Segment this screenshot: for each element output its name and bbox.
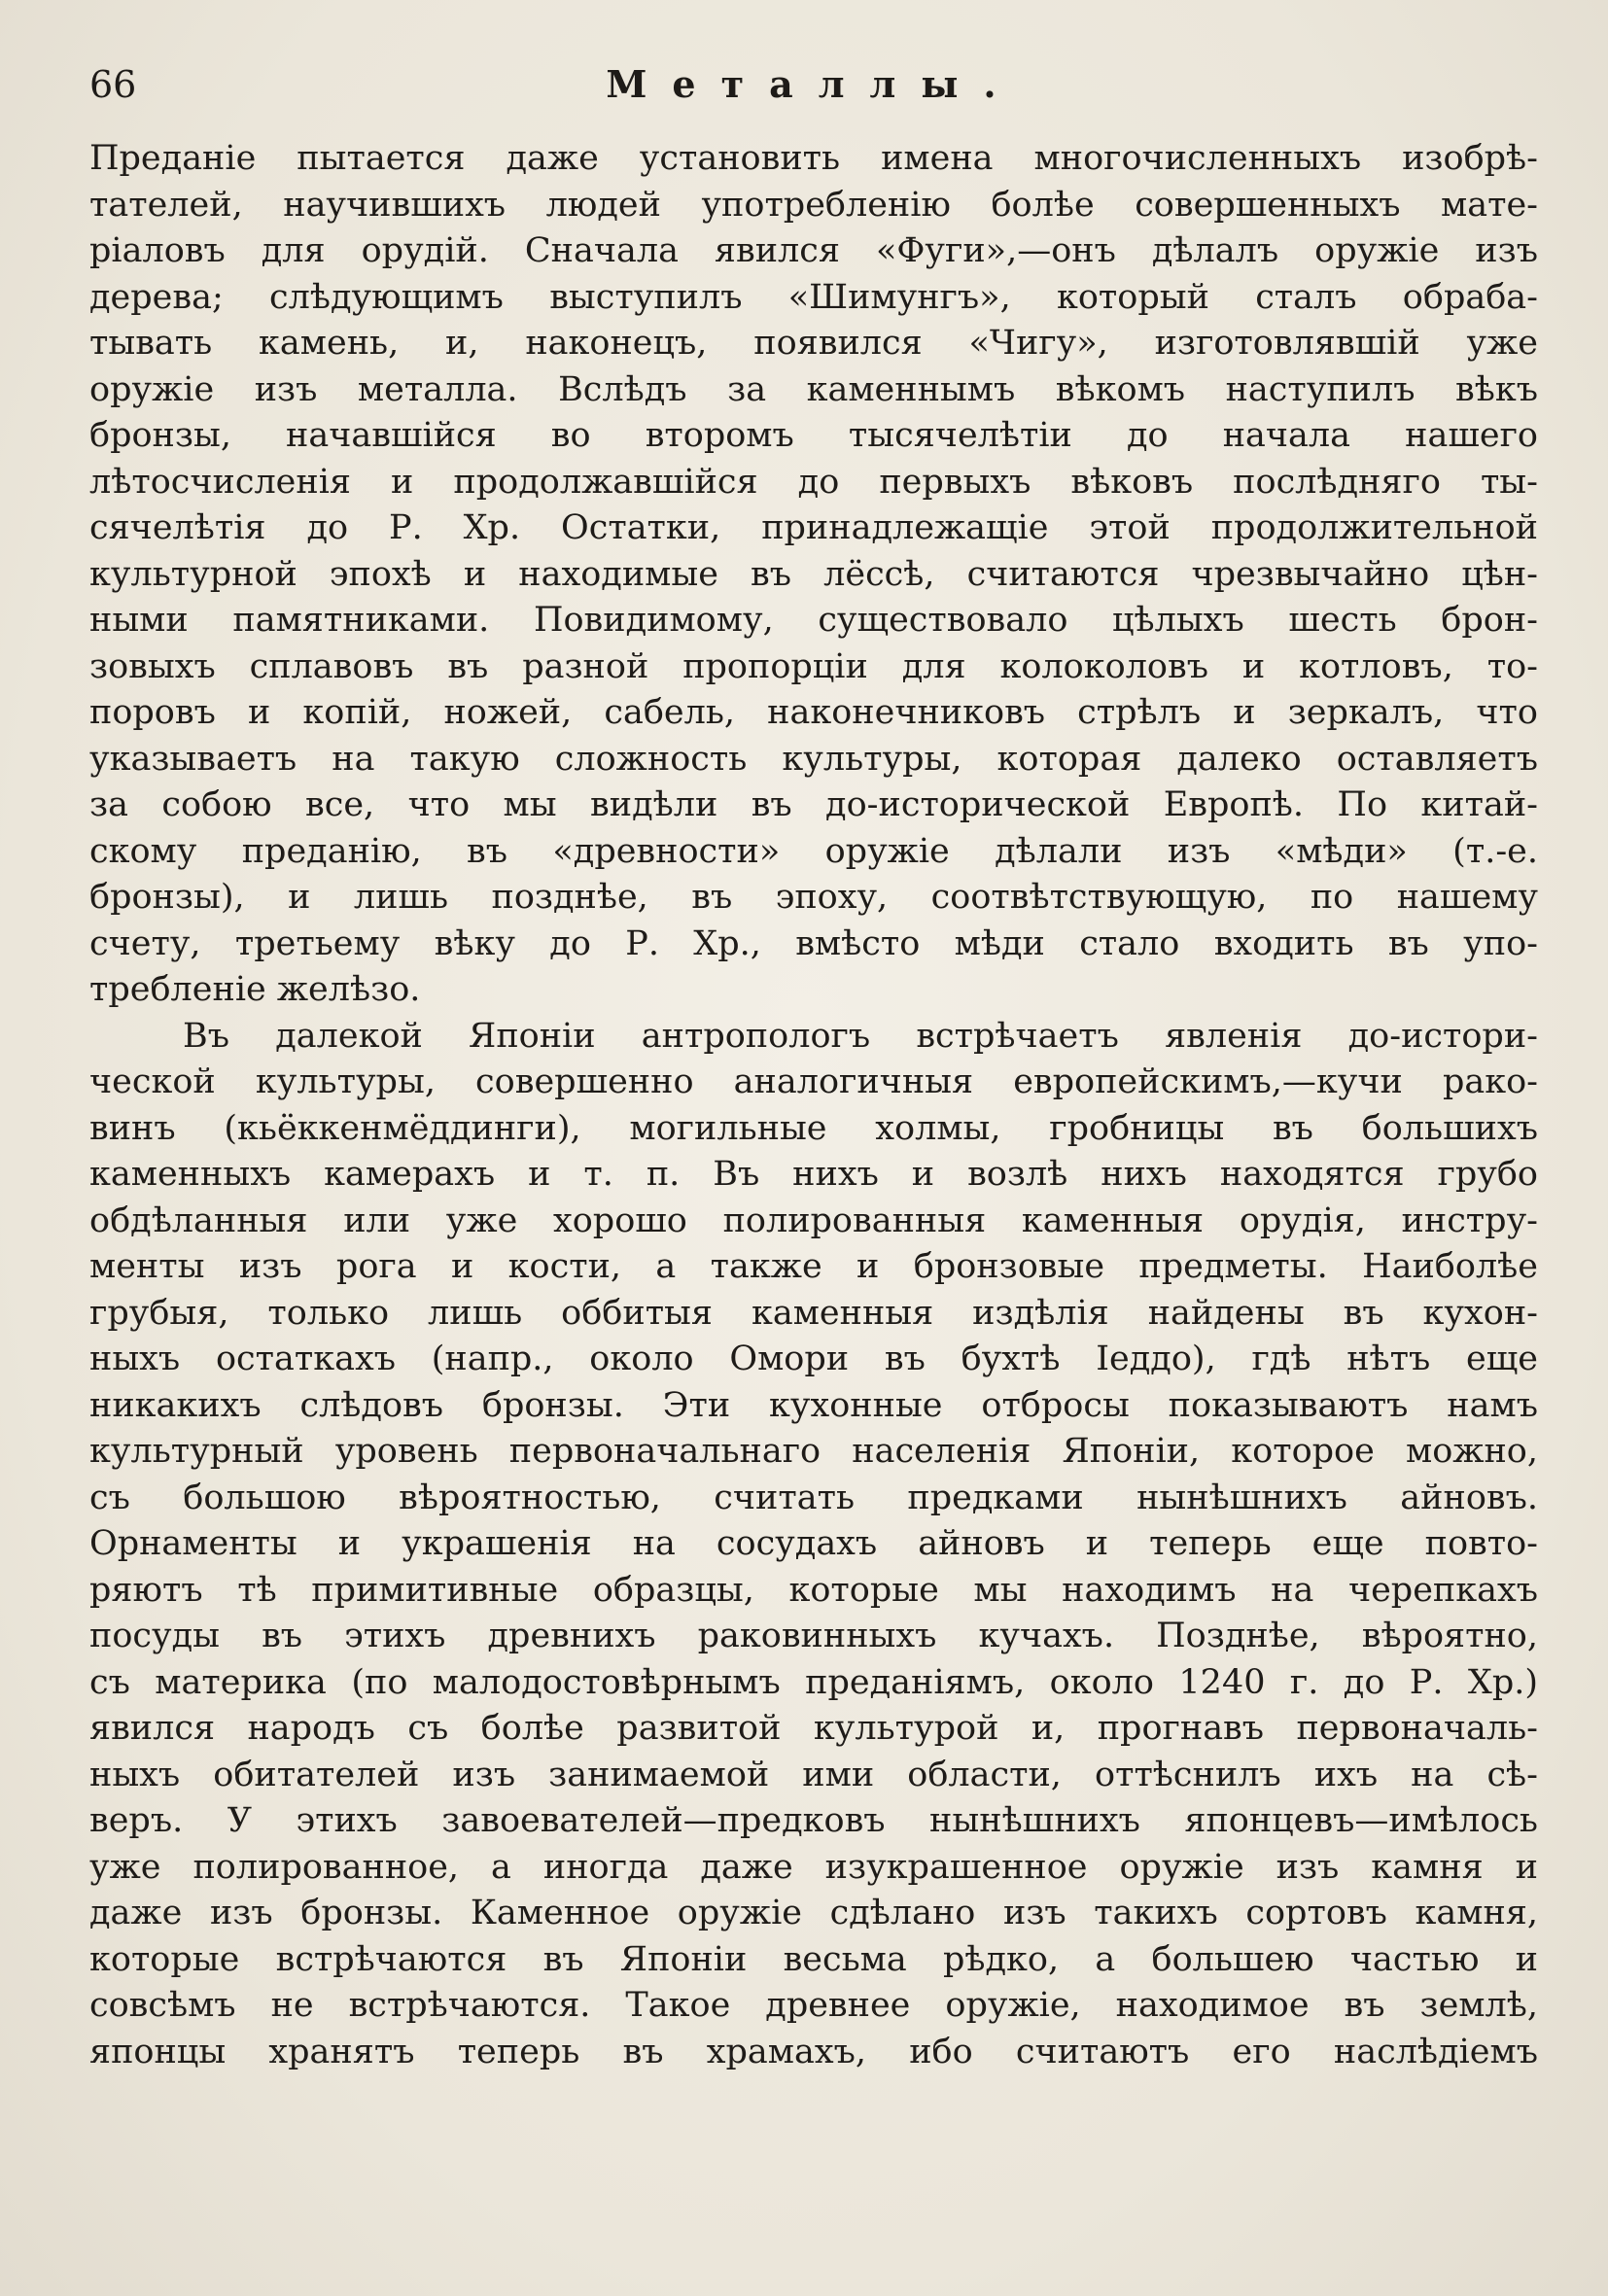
- text-line: винъ (кьёккенмёддинги), могильные холмы, гробницы въ большихъ: [89, 1108, 1538, 1148]
- text-line: оружіе изъ металла. Вслѣдъ за каменнымъ вѣкомъ наступилъ вѣкъ: [89, 369, 1538, 409]
- running-title: Металлы.: [606, 62, 1022, 106]
- text-line: поровъ и копій, ножей, сабель, наконечниковъ стрѣлъ и зеркалъ, что: [89, 693, 1538, 732]
- text-line: культурной эпохѣ и находимые въ лёссѣ, считаются чрезвычайно цѣн-: [89, 554, 1538, 594]
- text-line: Въ далекой Японіи антропологъ встрѣчаетъ явленія до-истори-: [183, 1016, 1538, 1056]
- text-line: никакихъ слѣдовъ бронзы. Эти кухонные отбросы показываютъ намъ: [89, 1385, 1538, 1425]
- text-line: каменныхъ камерахъ и т. п. Въ нихъ и возлѣ нихъ находятся грубо: [89, 1155, 1538, 1194]
- paragraph: [89, 136, 1538, 1014]
- text-line: ряютъ тѣ примитивные образцы, которые мы находимъ на черепкахъ: [89, 1570, 1538, 1610]
- body-text: [89, 136, 1538, 2075]
- text-line: бронзы), и лишь позднѣе, въ эпоху, соотвѣтствующую, по нашему: [89, 878, 1538, 917]
- text-line: тывать камень, и, наконецъ, появился «Чигу», изготовлявшій уже: [89, 324, 1538, 363]
- text-line: японцы хранятъ теперь въ храмахъ, ибо считаютъ его наслѣдіемъ: [89, 2032, 1538, 2071]
- text-line: Преданіе пытается даже установить имена многочисленныхъ изобрѣ-: [89, 139, 1538, 178]
- text-line: менты изъ рога и кости, а также и бронзовые предметы. Наиболѣе: [89, 1247, 1538, 1286]
- text-line: съ материка (по малодостовѣрнымъ преданіямъ, около 1240 г. до Р. Хр.): [89, 1662, 1538, 1702]
- text-line: тателей, научившихъ людей употребленію болѣе совершенныхъ мате-: [89, 185, 1538, 225]
- text-line: уже полированное, а иногда даже изукрашенное оружіе изъ камня и: [89, 1847, 1538, 1887]
- text-line: сячелѣтія до Р. Хр. Остатки, принадлежащіе этой продолжительной: [89, 508, 1538, 547]
- text-line: указываетъ на такую сложность культуры, которая далеко оставляетъ: [89, 739, 1538, 779]
- text-line: съ большою вѣроятностью, считать предками нынѣшнихъ айновъ.: [89, 1478, 1538, 1517]
- text-line: грубыя, только лишь оббитыя каменныя издѣлія найдены въ кухон-: [89, 1293, 1538, 1333]
- paragraph: [89, 1014, 1538, 2076]
- text-line: ными памятниками. Повидимому, существовало цѣлыхъ шесть брон-: [89, 601, 1538, 640]
- text-line: ріаловъ для орудій. Сначала явился «Фуги»,—онъ дѣлалъ оружіе изъ: [89, 231, 1538, 270]
- text-line: явился народъ съ болѣе развитой культурой и, прогнавъ первоначаль-: [89, 1709, 1538, 1748]
- text-line: ческой культуры, совершенно аналогичныя европейскимъ,—кучи рако-: [89, 1062, 1538, 1101]
- text-line: зовыхъ сплавовъ въ разной пропорціи для колоколовъ и котловъ, то-: [89, 646, 1538, 686]
- text-line: ныхъ обитателей изъ занимаемой ими области, оттѣснилъ ихъ на сѣ-: [89, 1755, 1538, 1794]
- text-line: за собою все, что мы видѣли въ до-исторической Европѣ. По китай-: [89, 785, 1538, 824]
- text-line: которые встрѣчаются въ Японіи весьма рѣдко, а большею частью и: [89, 1939, 1538, 1979]
- text-line: ныхъ остаткахъ (напр., около Омори въ бухтѣ Іеддо), гдѣ нѣтъ еще: [89, 1339, 1538, 1378]
- text-line: посуды въ этихъ древнихъ раковинныхъ кучахъ. Позднѣе, вѣроятно,: [89, 1617, 1538, 1655]
- page-header: [89, 60, 1538, 109]
- text-line: Орнаменты и украшенія на сосудахъ айновъ и теперь еще повто-: [89, 1524, 1538, 1563]
- text-line: бронзы, начавшійся во второмъ тысячелѣтіи до начала нашего: [89, 416, 1538, 455]
- text-line: совсѣмъ не встрѣчаются. Такое древнее оружіе, находимое въ землѣ,: [89, 1986, 1538, 2025]
- text-line: культурный уровень первоначальнаго населенія Японіи, которое можно,: [89, 1432, 1538, 1471]
- page-number: 66: [89, 63, 137, 106]
- text-line: требленіе желѣзо.: [89, 970, 421, 1009]
- text-line: даже изъ бронзы. Каменное оружіе сдѣлано изъ такихъ сортовъ камня,: [89, 1894, 1538, 1932]
- text-line: веръ. У этихъ завоевателей—предковъ нынѣшнихъ японцевъ—имѣлось: [89, 1801, 1538, 1840]
- text-line: обдѣланныя или уже хорошо полированныя каменныя орудія, инстру-: [89, 1200, 1538, 1240]
- text-line: скому преданію, въ «древности» оружіе дѣлали изъ «мѣди» (т.-е.: [89, 831, 1538, 871]
- text-line: дерева; слѣдующимъ выступилъ «Шимунгъ», который сталъ обраба-: [89, 277, 1538, 317]
- text-line: счету, третьему вѣку до Р. Хр., вмѣсто мѣди стало входить въ упо-: [89, 923, 1538, 963]
- text-line: лѣтосчисленія и продолжавшійся до первыхъ вѣковъ послѣдняго ты-: [89, 462, 1538, 502]
